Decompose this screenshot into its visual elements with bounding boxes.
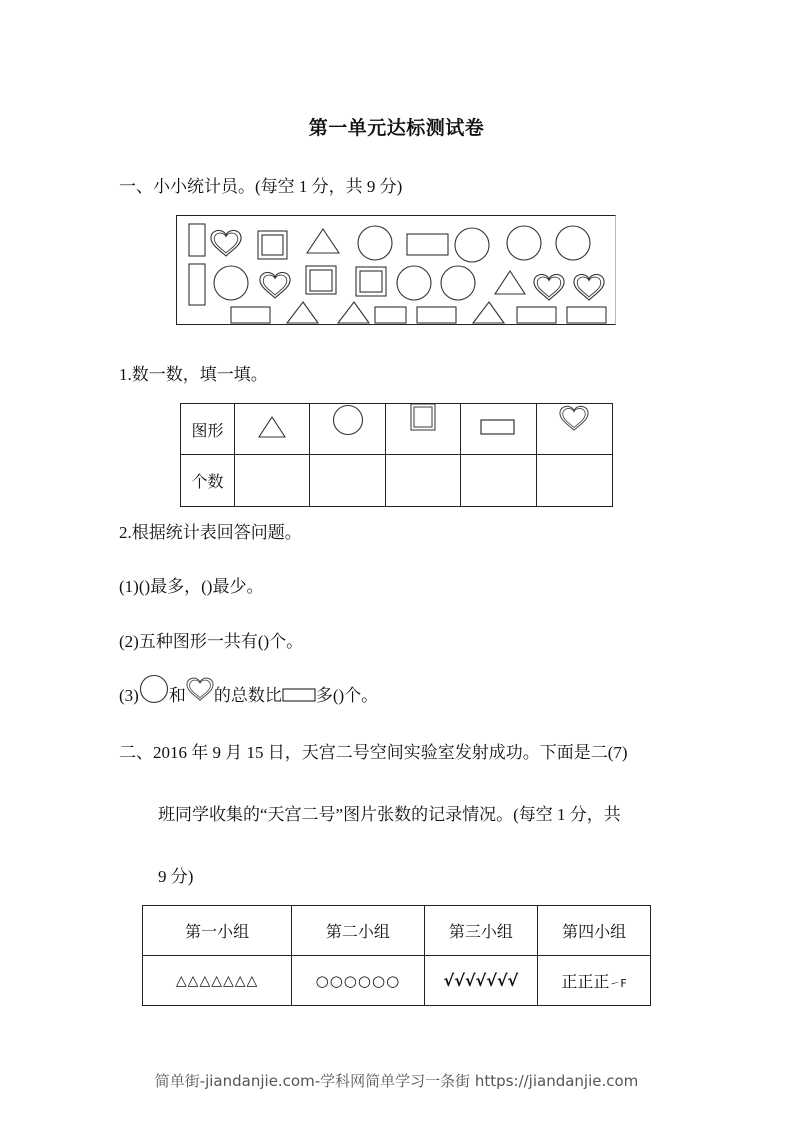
shapes-illustration <box>177 216 617 326</box>
section2-line3: 9 分) <box>158 867 194 886</box>
record-group-2: ○○○○○○ <box>292 956 424 1006</box>
question-1-label: 1.数一数，填一填。 <box>119 365 268 384</box>
triangle-icon <box>235 404 310 455</box>
header-group-2: 第二小组 <box>292 906 424 956</box>
circle-icon <box>139 674 169 704</box>
row-header-count: 个数 <box>181 455 235 507</box>
sub3-and: 和 <box>168 686 186 705</box>
rectangle-icon <box>460 404 536 455</box>
question-2-sub3 <box>119 672 378 706</box>
header-group-1: 第一小组 <box>143 906 292 956</box>
footer-watermark: 简单街-jiandanjie.com-学科网简单学习一条街 https://jiandanjie.com <box>154 1072 639 1090</box>
table-header-row <box>143 906 651 956</box>
record-group-3: √√√√√√√ <box>424 956 538 1006</box>
circle-count-cell[interactable] <box>310 455 386 507</box>
section2-line1: 二、2016 年 9 月 15 日，天宫二号空间实验室发射成功。下面是二(7) <box>119 743 628 762</box>
square-count-cell[interactable] <box>386 455 461 507</box>
photo-record-table <box>142 905 651 1006</box>
heart-count-cell[interactable] <box>536 455 612 507</box>
question-2-sub2: (2)五种图形一共有()个。 <box>119 632 304 651</box>
record-group-1: △△△△△△△ <box>143 956 292 1006</box>
record-group-4-tally: 正正正 <box>561 972 610 991</box>
heart-icon <box>536 404 612 455</box>
rectangle-count-cell[interactable] <box>460 455 536 507</box>
page-title: 第一单元达标测试卷 <box>308 117 485 139</box>
sub3-mid: 的总数比 <box>213 686 282 705</box>
shape-count-table <box>180 403 613 507</box>
sub3-prefix: (3) <box>119 686 139 705</box>
section2-line2: 班同学收集的“天宫二号”图片张数的记录情况。(每空 1 分，共 <box>158 805 621 824</box>
table-row-records <box>143 956 651 1006</box>
header-group-3: 第三小组 <box>424 906 538 956</box>
table-row-shapes <box>181 404 613 455</box>
heart-icon <box>186 676 214 702</box>
rectangle-icon <box>282 688 316 702</box>
section1-heading: 一、小小统计员。(每空 1 分，共 9 分) <box>119 177 403 196</box>
square-icon <box>386 404 461 455</box>
question-2-label: 2.根据统计表回答问题。 <box>119 523 302 542</box>
record-group-4-partial: ㇀F <box>609 977 627 990</box>
shape-collection-box <box>176 215 616 325</box>
circle-icon <box>310 404 386 455</box>
table-row-counts <box>181 455 613 507</box>
triangle-count-cell[interactable] <box>235 455 310 507</box>
sub3-suffix: 多()个。 <box>315 686 379 705</box>
header-group-4: 第四小组 <box>538 906 651 956</box>
record-group-4 <box>538 956 651 1006</box>
question-2-sub1: (1)()最多，()最少。 <box>119 577 264 596</box>
row-header-shape: 图形 <box>181 404 235 455</box>
